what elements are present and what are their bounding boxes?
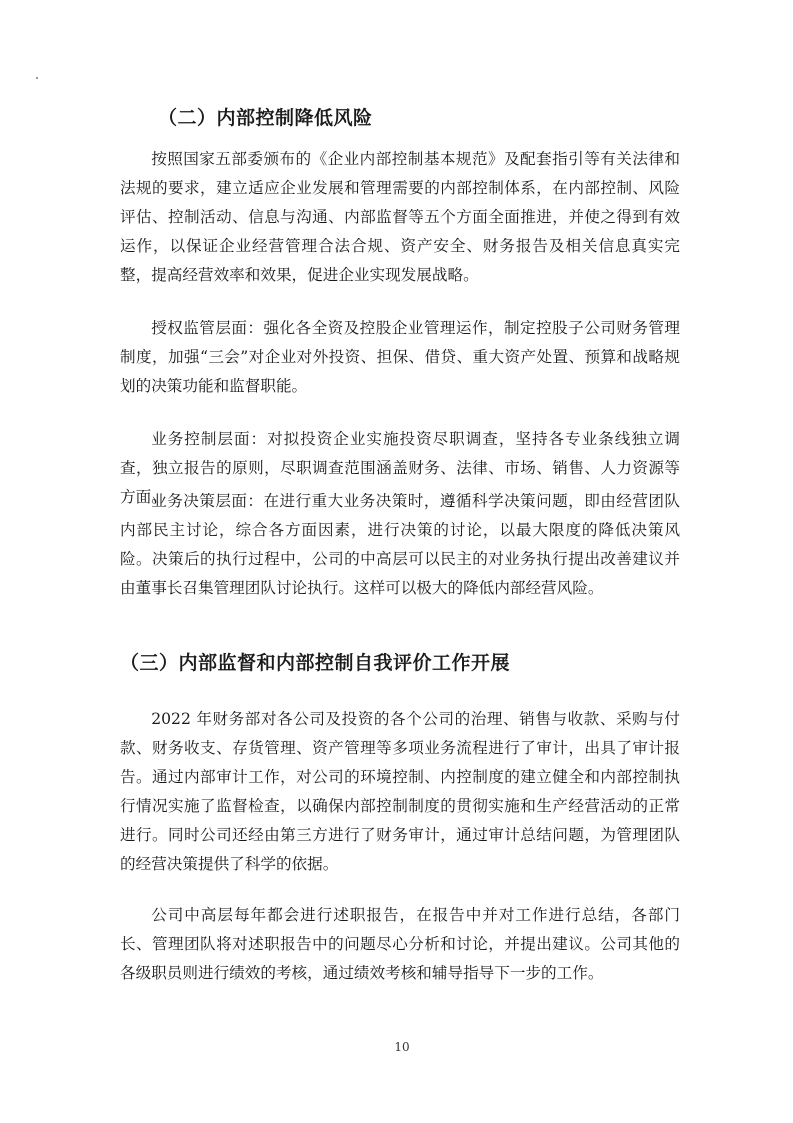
section-heading-internal-control: （二）内部控制降低风险 — [158, 107, 373, 129]
page-number: 10 — [394, 1040, 410, 1054]
section-heading-internal-supervision: （三）内部监督和内部控制自我评价工作开展 — [120, 652, 511, 674]
paragraph-business-control: 业务控制层面：对拟投资企业实施投资尽职调查，坚持各专业条线独立调查，独立报告的原则，尽职调查范围涵盖财务、法律、市场、销售、人力资源等方面。 — [120, 430, 680, 506]
scan-speck — [36, 77, 38, 79]
paragraph-business-decision: 业务决策层面：在进行重大业务决策时，遵循科学决策问题，即由经营团队内部民主讨论，综合各方面因素，进行决策的讨论，以最大限度的降低决策风险。决策后的执行过程中，公司的中高层可以民主的对业务执行提出改善建议并由董事长召集管理团队讨论执行。这样可以极大的降低内部经营风险。 — [120, 492, 680, 597]
paragraph-internal-audit: 2022 年财务部对各公司及投资的各个公司的治理、销售与收款、采购与付款、财务收支、存货管理、资产管理等多项业务流程进行了审计，出具了审计报告。通过内部审计工作，对公司的环境控制、内控制度的建立健全和内部控制执行情况实施了监督检查，以确保内部控制制度的贯彻实施和生产经营活动的正常进行。同时公司还经由第三方进行了财务审计，通过审计总结问题，为管理团队的经营决策提供了科学的依据。 — [120, 710, 680, 873]
paragraph-performance-review: 公司中高层每年都会进行述职报告，在报告中并对工作进行总结，各部门长、管理团队将对述职报告中的问题尽心分析和讨论，并提出建议。公司其他的各级职员则进行绩效的考核，通过绩效考核和辅导指导下一步的工作。 — [120, 906, 680, 982]
paragraph-authorization-supervision: 授权监管层面：强化各全资及控股企业管理运作，制定控股子公司财务管理制度，加强“三会”对企业对外投资、担保、借贷、重大资产处置、预算和战略规划的决策功能和监督职能。 — [120, 319, 680, 395]
paragraph-control-framework: 按照国家五部委颁布的《企业内部控制基本规范》及配套指引等有关法律和法规的要求，建立适应企业发展和管理需要的内部控制体系，在内部控制、风险评估、控制活动、信息与沟通、内部监督等五个方面全面推进，并使之得到有效运作，以保证企业经营管理合法合规、资产安全、财务报告及相关信息真实完整，提高经营效率和效果，促进企业实现发展战略。 — [120, 150, 680, 284]
